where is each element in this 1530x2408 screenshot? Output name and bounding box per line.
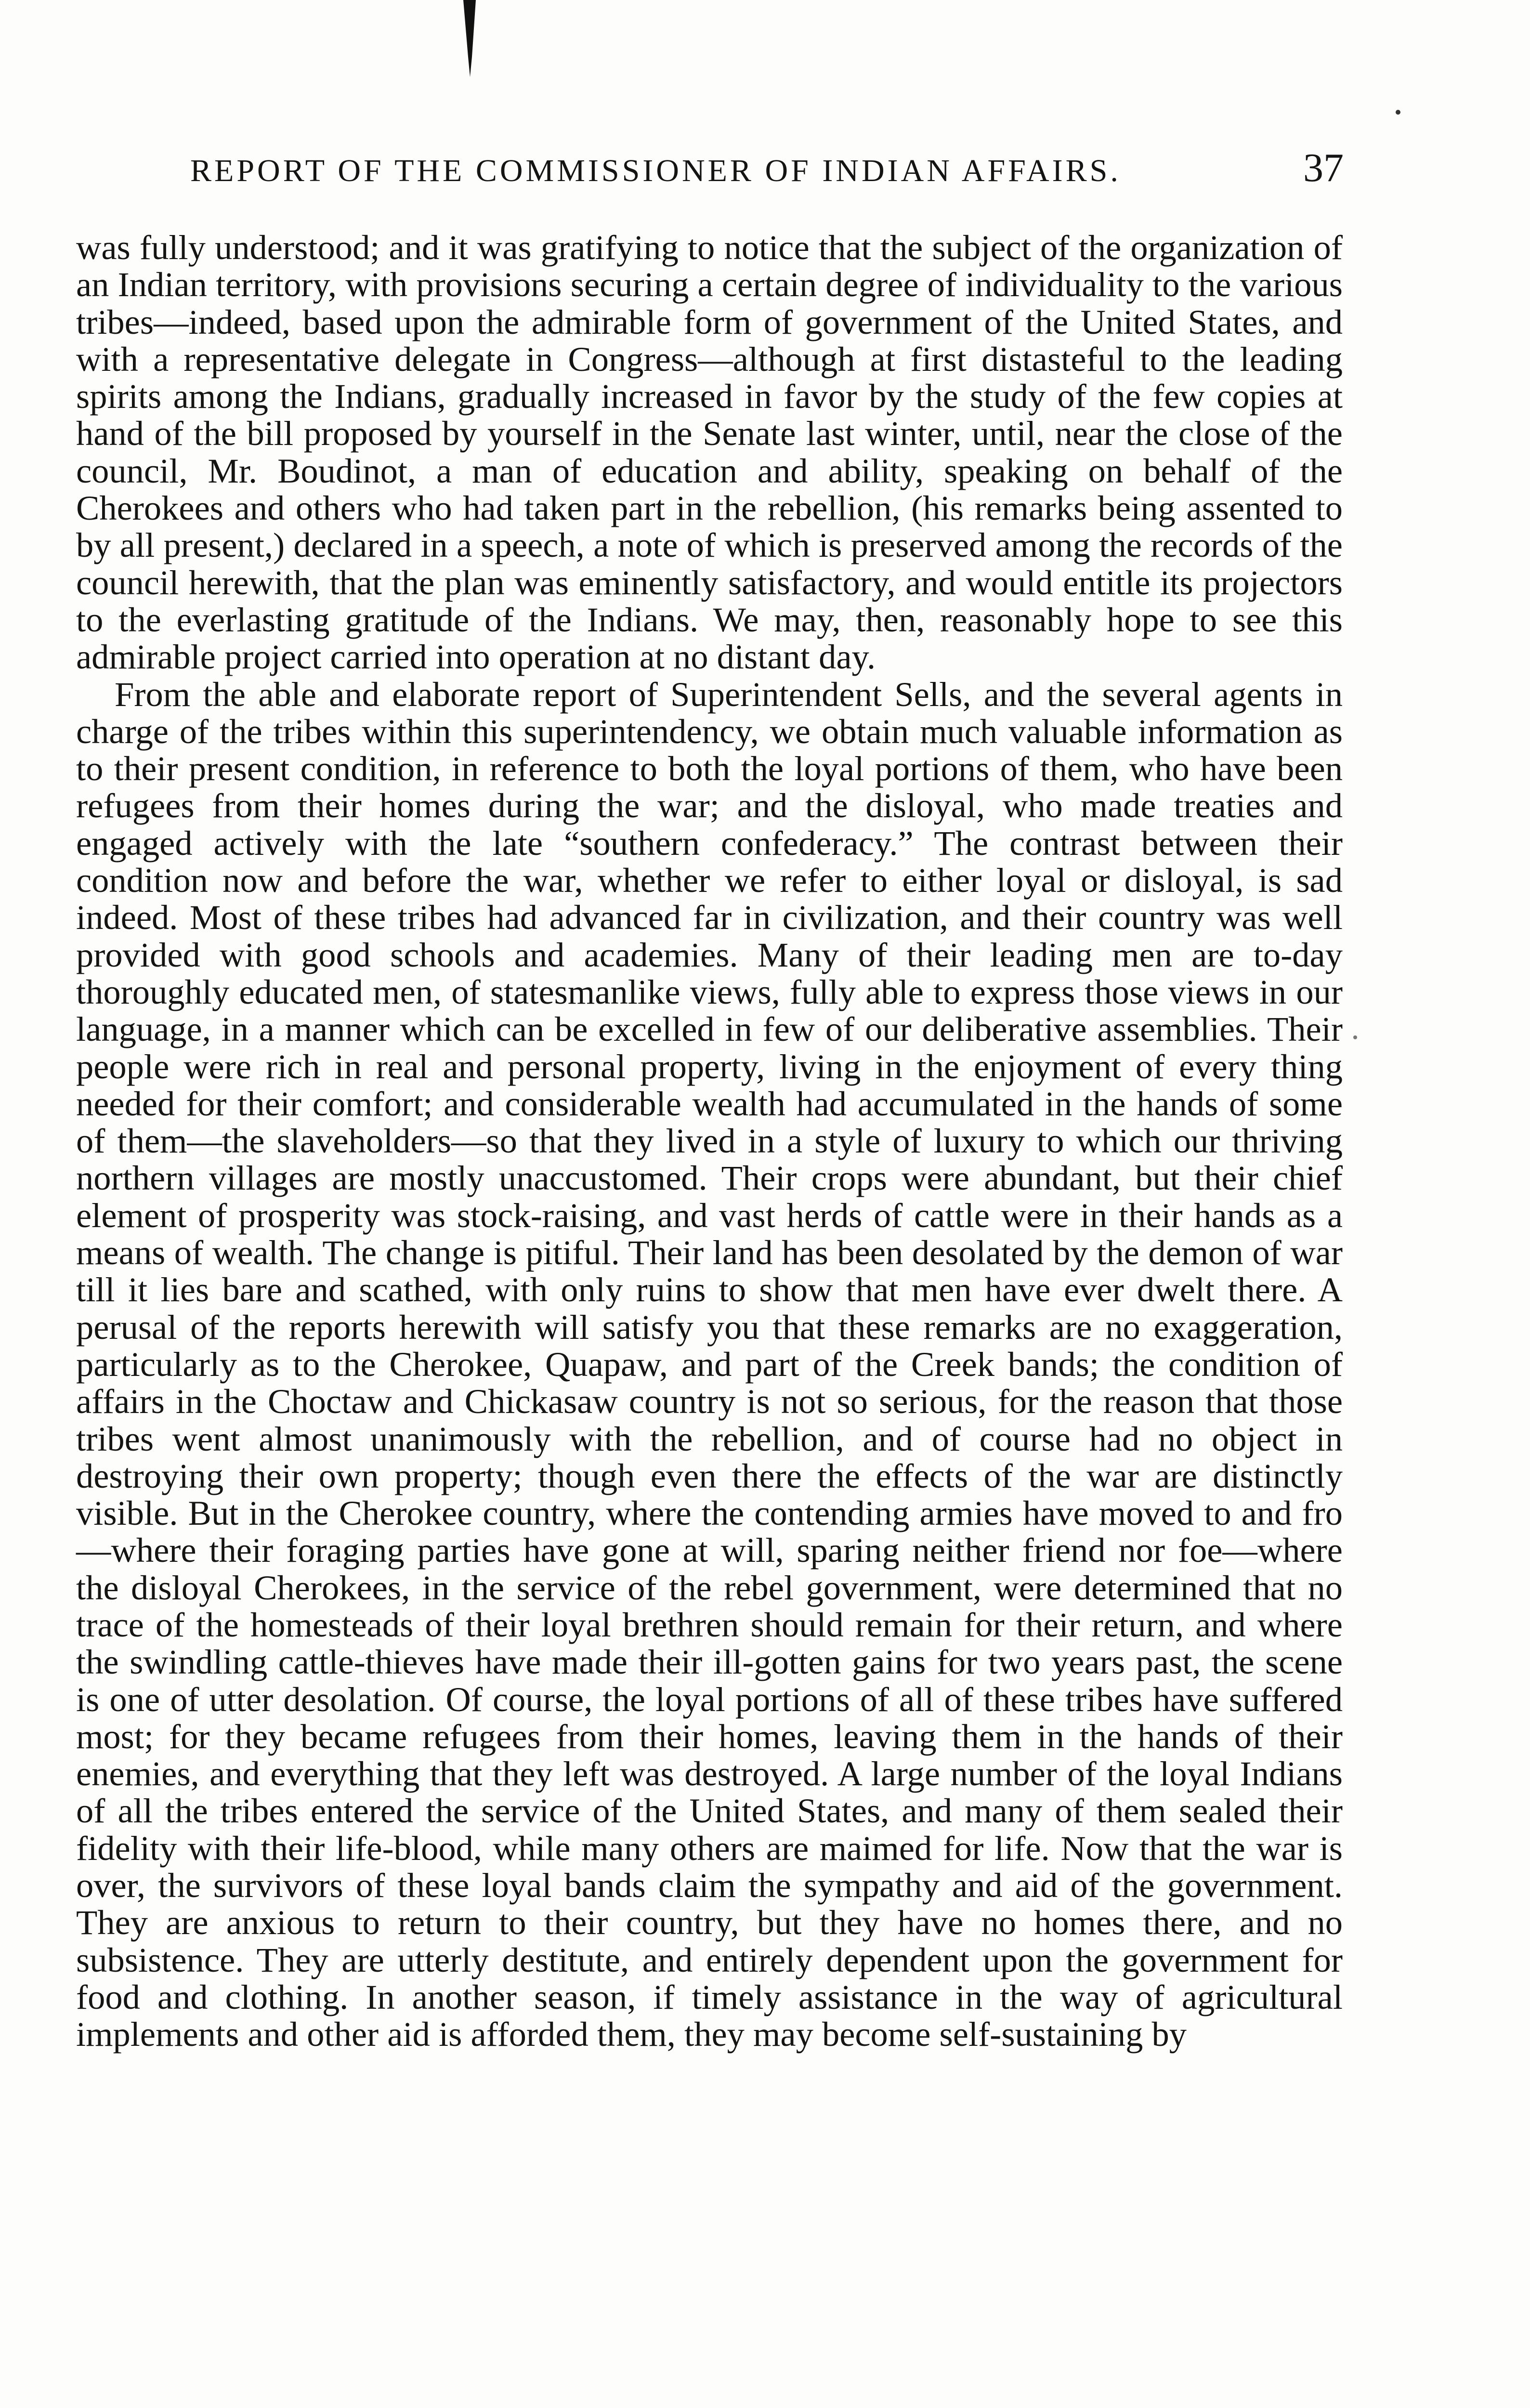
page-header xyxy=(190,144,1344,197)
paragraph: was fully understood; and it was gratifying to notice that the subject of the organization of an Indian territory, with provisions securing a certain degree of individuality to the various tribes—indeed, based upon the admirable form of government of the United States, and with a representative delegate in Congress—although at first distasteful to the leading spirits among the Indians, gradually increased in favor by the study of the few copies at hand of the bill proposed by yourself in the Senate last winter, until, near the close of the council, Mr. Boudinot, a man of education and ability, speaking on behalf of the Cherokees and others who had taken part in the rebellion, (his remarks being assented to by all present,) declared in a speech, a note of which is preserved among the records of the council herewith, that the plan was eminently satisfactory, and would entitle its projectors to the everlasting gratitude of the Indians. We may, then, reasonably hope to see this admirable project carried into operation at no distant day. xyxy=(76,228,1343,677)
page-number: 37 xyxy=(1303,145,1344,190)
scan-speck xyxy=(1353,1035,1357,1039)
paragraph: From the able and elaborate report of Superintendent Sells, and the several agents in charge of the tribes within this superintendency, we obtain much valuable information as to their present condition, in reference to both the loyal portions of them, who have been refugees from their homes during the war; and the disloyal, who made treaties and engaged actively with the late “southern confederacy.” The contrast between their condition now and before the war, whether we refer to either loyal or disloyal, is sad indeed. Most of these tribes had advanced far in civilization, and their country was well provided with good schools and academies. Many of their leading men are to-day thoroughly educated men, of statesmanlike views, fully able to express those views in our language, in a manner which can be excelled in few of our deliberative assemblies. Their people were rich in real and personal property, living in the enjoyment of every thing needed for their comfort; and considerable wealth had accumulated in the hands of some of them—the slaveholders—so that they lived in a style of luxury to which our thriving northern villages are mostly unaccustomed. Their crops were abundant, but their chief element of prosperity was stock-raising, and vast herds of cattle were in their hands as a means of wealth. The change is pitiful. Their land has been desolated by the demon of war till it lies bare and scathed, with only ruins to show that men have ever dwelt there. A perusal of the reports herewith will satisfy you that these remarks are no exaggeration, particularly as to the Cherokee, Quapaw, and part of the Creek bands; the condition of affairs in the Choctaw and Chickasaw country is not so serious, for the reason that those tribes went almost unanimously with the rebellion, and of course had no object in destroying their own property; though even there the effects of the war are distinctly visible. But in the Cherokee country, where the contending armies have moved to and fro—where their foraging parties have gone at will, sparing neither friend nor foe—where the disloyal Cherokees, in the service of the rebel government, were determined that no trace of the homesteads of their loyal brethren should remain for their return, and where the swindling cattle-thieves have made their ill-gotten gains for two years past, the scene is one of utter desolation. Of course, the loyal portions of all of these tribes have suffered most; for they became refugees from their homes, leaving them in the hands of their enemies, and everything that they left was destroyed. A large number of the loyal Indians of all the tribes entered the service of the United States, and many of them sealed their fidelity with their life-blood, while many others are maimed for life. Now that the war is over, the survivors of these loyal bands claim the sympathy and aid of the government. They are anxious to return to their country, but they have no homes there, and no subsistence. They are utterly destitute, and entirely dependent upon the government for food and clothing. In another season, if timely assistance in the way of agricultural implements and other aid is afforded them, they may become self-sustaining by xyxy=(76,674,1343,2054)
binding-mark xyxy=(461,0,478,77)
running-head: REPORT OF THE COMMISSIONER OF INDIAN AFFAIRS. xyxy=(190,153,1121,188)
body-text xyxy=(76,229,1343,2053)
scan-speck xyxy=(1396,110,1400,115)
